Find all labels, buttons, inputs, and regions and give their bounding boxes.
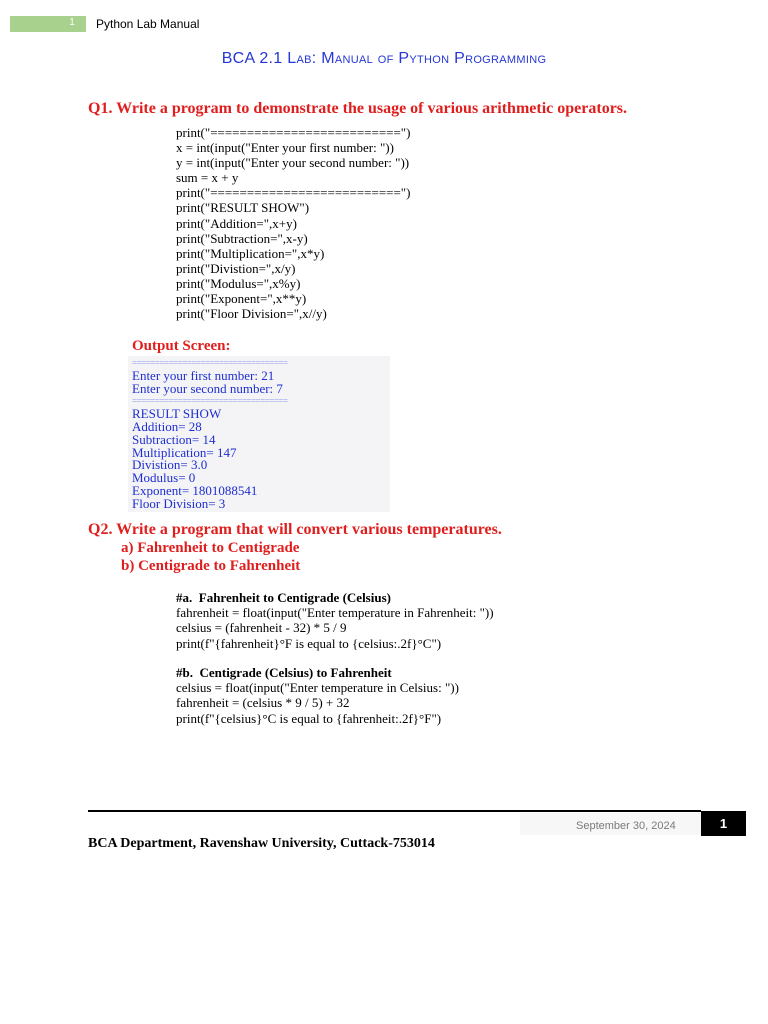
code-comment: #a. Fahrenheit to Centigrade (Celsius) <box>176 590 391 605</box>
code-line: print(f"{celsius}°C is equal to {fahrenheit:.2f}°F") <box>176 710 442 726</box>
code-line: celsius = float(input("Enter temperature in Celsius: ")) <box>176 680 459 696</box>
code-line: print("Divistion=",x/y) <box>176 260 296 276</box>
code-line: y = int(input("Enter your second number: ")) <box>176 155 410 171</box>
q2-heading: Q2. Write a program that will convert various temperatures. <box>88 521 502 538</box>
code-line: print("==========================") <box>176 185 411 201</box>
output-screen-lines <box>132 357 367 511</box>
code-line: print("Modulus=",x%y) <box>176 275 301 291</box>
code-line: fahrenheit = (celsius * 9 / 5) + 32 <box>176 695 350 711</box>
code-comment: #b. Centigrade (Celsius) to Fahrenheit <box>176 665 392 680</box>
q2-part-b: b) Centigrade to Fahrenheit <box>121 558 301 574</box>
footer-page-number: 1 <box>719 816 728 831</box>
q2-code-block-a <box>176 590 494 651</box>
footer-department: BCA Department, Ravenshaw University, Cuttack-753014 <box>88 836 435 851</box>
code-line: print(f"{fahrenheit}°F is equal to {celsius:.2f}°C") <box>176 635 442 651</box>
output-line: Addition= 28 <box>132 418 202 434</box>
q2-part-a: a) Fahrenheit to Centigrade <box>121 540 300 556</box>
code-line: sum = x + y <box>176 170 239 186</box>
output-line: Exponent= 1801088541 <box>132 482 258 498</box>
code-line: print("Addition=",x+y) <box>176 215 297 231</box>
output-line: Enter your second number: 7 <box>132 380 283 396</box>
code-line: x = int(input("Enter your first number: ")) <box>176 140 394 156</box>
code-line: print("RESULT SHOW") <box>176 200 310 216</box>
q1-code-block <box>176 125 410 321</box>
output-line: RESULT SHOW <box>132 406 222 422</box>
output-line: Enter your first number: 21 <box>132 367 275 383</box>
code-line: celsius = (fahrenheit - 32) * 5 / 9 <box>176 620 347 636</box>
code-line: print("Subtraction=",x-y) <box>176 230 308 246</box>
footer-rule <box>88 810 701 812</box>
output-line: Subtraction= 14 <box>132 431 216 447</box>
q2-code-block-b <box>176 665 459 726</box>
output-line: Multiplication= 147 <box>132 444 237 460</box>
output-separator: ================================== <box>132 396 288 407</box>
header-title: Python Lab Manual <box>96 17 200 31</box>
code-line: print("Exponent=",x**y) <box>176 291 307 307</box>
header-page-number: 1 <box>69 17 75 28</box>
code-line: print("Multiplication=",x*y) <box>176 245 325 261</box>
footer-date: September 30, 2024 <box>576 820 676 832</box>
q1-heading: Q1. Write a program to demonstrate the usage of various arithmetic operators. <box>88 100 628 117</box>
code-line: print("==========================") <box>176 125 411 140</box>
output-separator: ================================== <box>132 358 288 368</box>
output-line: Floor Division= 3 <box>132 495 226 511</box>
output-line: Divistion= 3.0 <box>132 457 208 473</box>
output-line: Modulus= 0 <box>132 470 196 486</box>
document-title: BCA 2.1 Lab: Manual of Python Programming <box>221 50 547 67</box>
code-line: print("Floor Division=",x//y) <box>176 306 327 322</box>
code-line: fahrenheit = float(input("Enter temperature in Fahrenheit: ")) <box>176 605 494 621</box>
output-screen-title: Output Screen: <box>132 338 231 354</box>
